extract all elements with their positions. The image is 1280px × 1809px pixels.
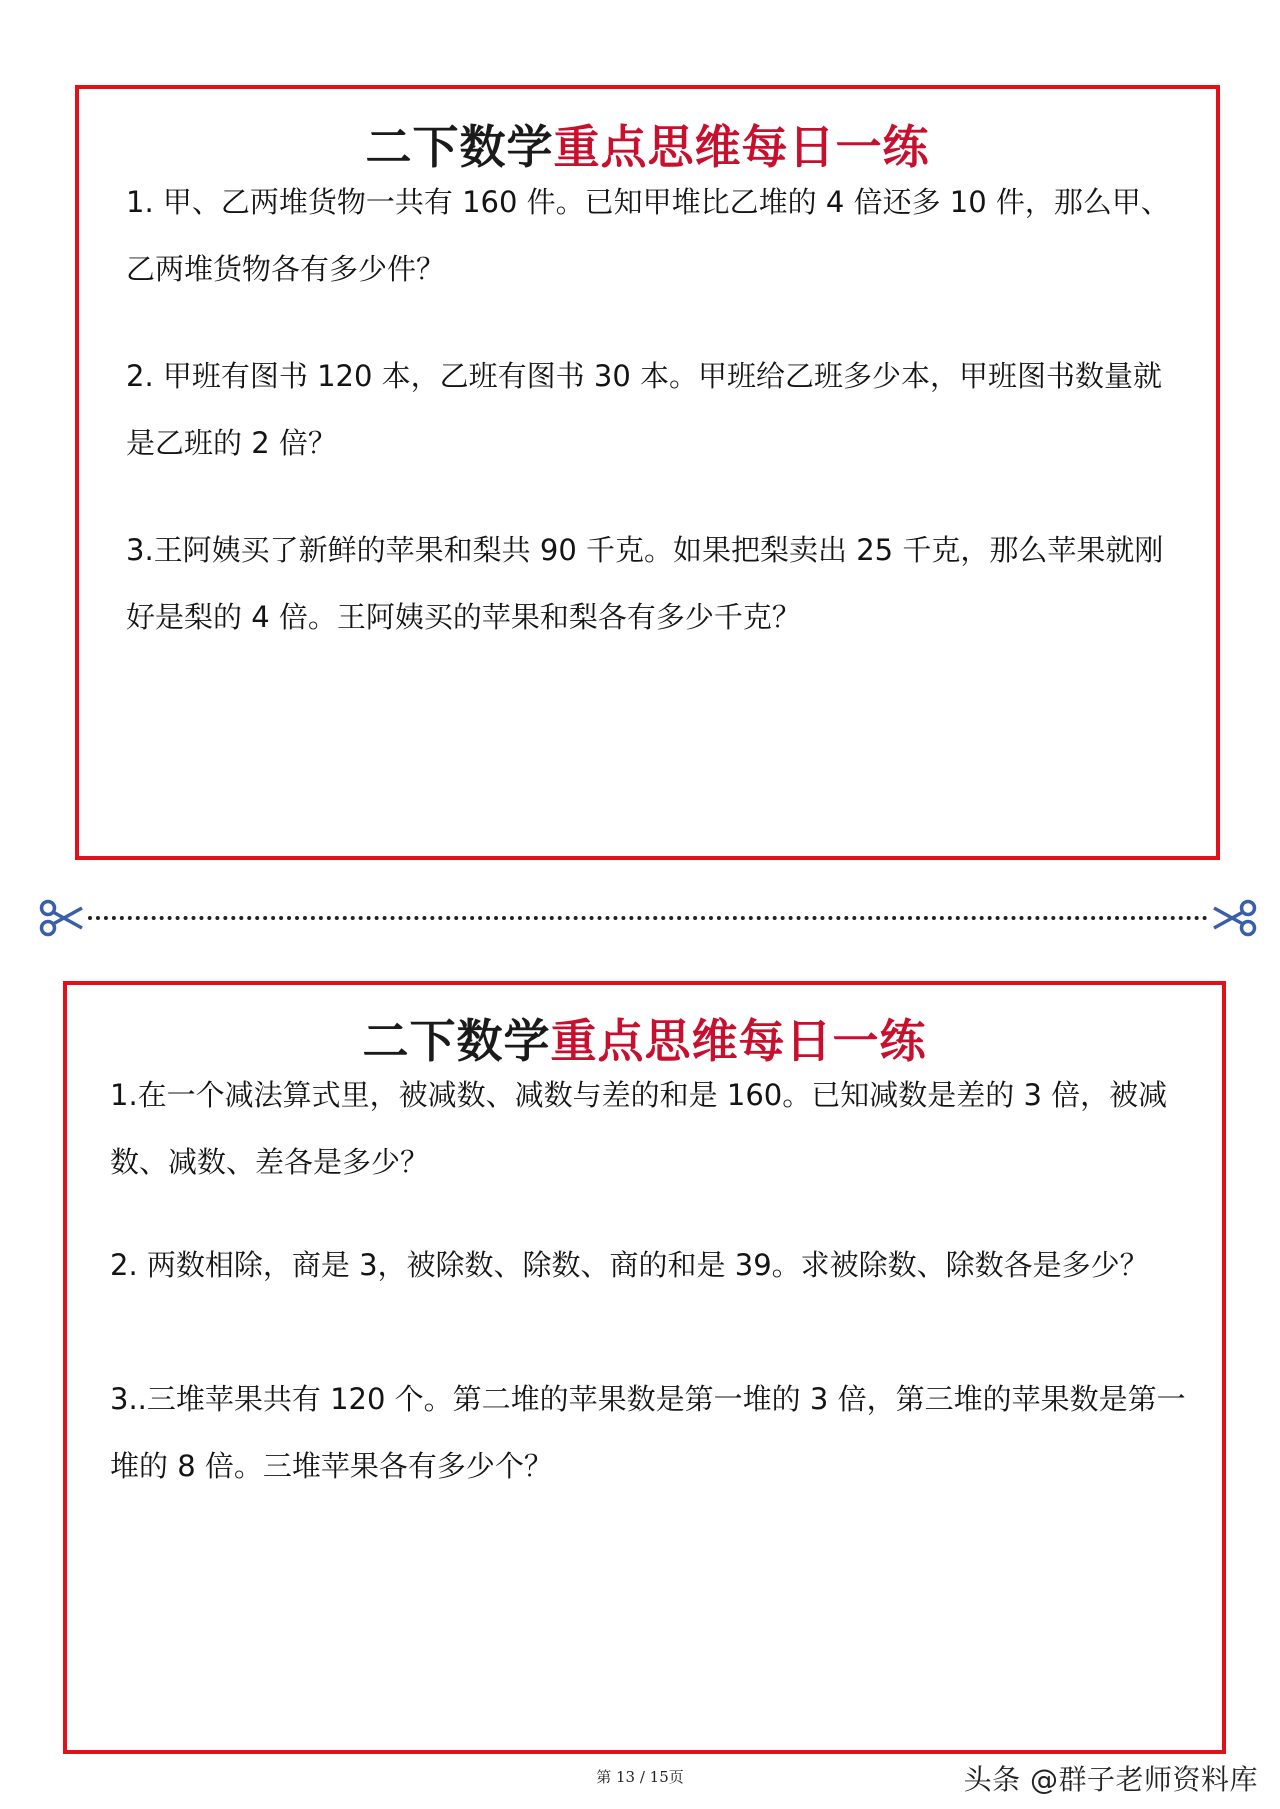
page-number: 第 13 / 15页	[596, 1768, 684, 1786]
dotted-cut-line	[88, 916, 1208, 920]
question-3: 3..三堆苹果共有 120 个。第二堆的苹果数是第一堆的 3 倍，第三堆的苹果数是第一堆的 8 倍。三堆苹果各有多少个？	[110, 1382, 1186, 1483]
card-title-highlight: 重点思维每日一练	[550, 1014, 927, 1068]
question-1: 1. 甲、乙两堆货物一共有 160 件。已知甲堆比乙堆的 4 倍还多 10 件，那么甲、乙两堆货物各有多少件？	[126, 185, 1170, 286]
exercise-card-2	[63, 981, 1226, 1754]
watermark: 头条 @群子老师资料库	[963, 1763, 1258, 1796]
question-2: 2. 两数相除，商是 3，被除数、除数、商的和是 39。求被除数、除数各是多少？	[110, 1248, 1149, 1282]
card-title-highlight: 重点思维每日一练	[553, 120, 930, 174]
exercise-card-1	[75, 85, 1220, 860]
scissors-left-icon	[38, 898, 84, 938]
scissors-right-icon	[1212, 898, 1258, 938]
cut-line	[38, 892, 1258, 942]
card-title	[79, 111, 1216, 177]
question-3: 3.王阿姨买了新鲜的苹果和梨共 90 千克。如果把梨卖出 25 千克，那么苹果就刚好是梨的 4 倍。王阿姨买的苹果和梨各有多少千克？	[126, 533, 1164, 634]
question-2: 2. 甲班有图书 120 本，乙班有图书 30 本。甲班给乙班多少本，甲班图书数量就是乙班的 2 倍？	[126, 359, 1163, 460]
card-title-prefix: 二下数学	[365, 120, 554, 174]
card-title-prefix: 二下数学	[362, 1014, 551, 1068]
question-1: 1.在一个减法算式里，被减数、减数与差的和是 160。已知减数是差的 3 倍，被减数、减数、差各是多少？	[110, 1078, 1168, 1179]
